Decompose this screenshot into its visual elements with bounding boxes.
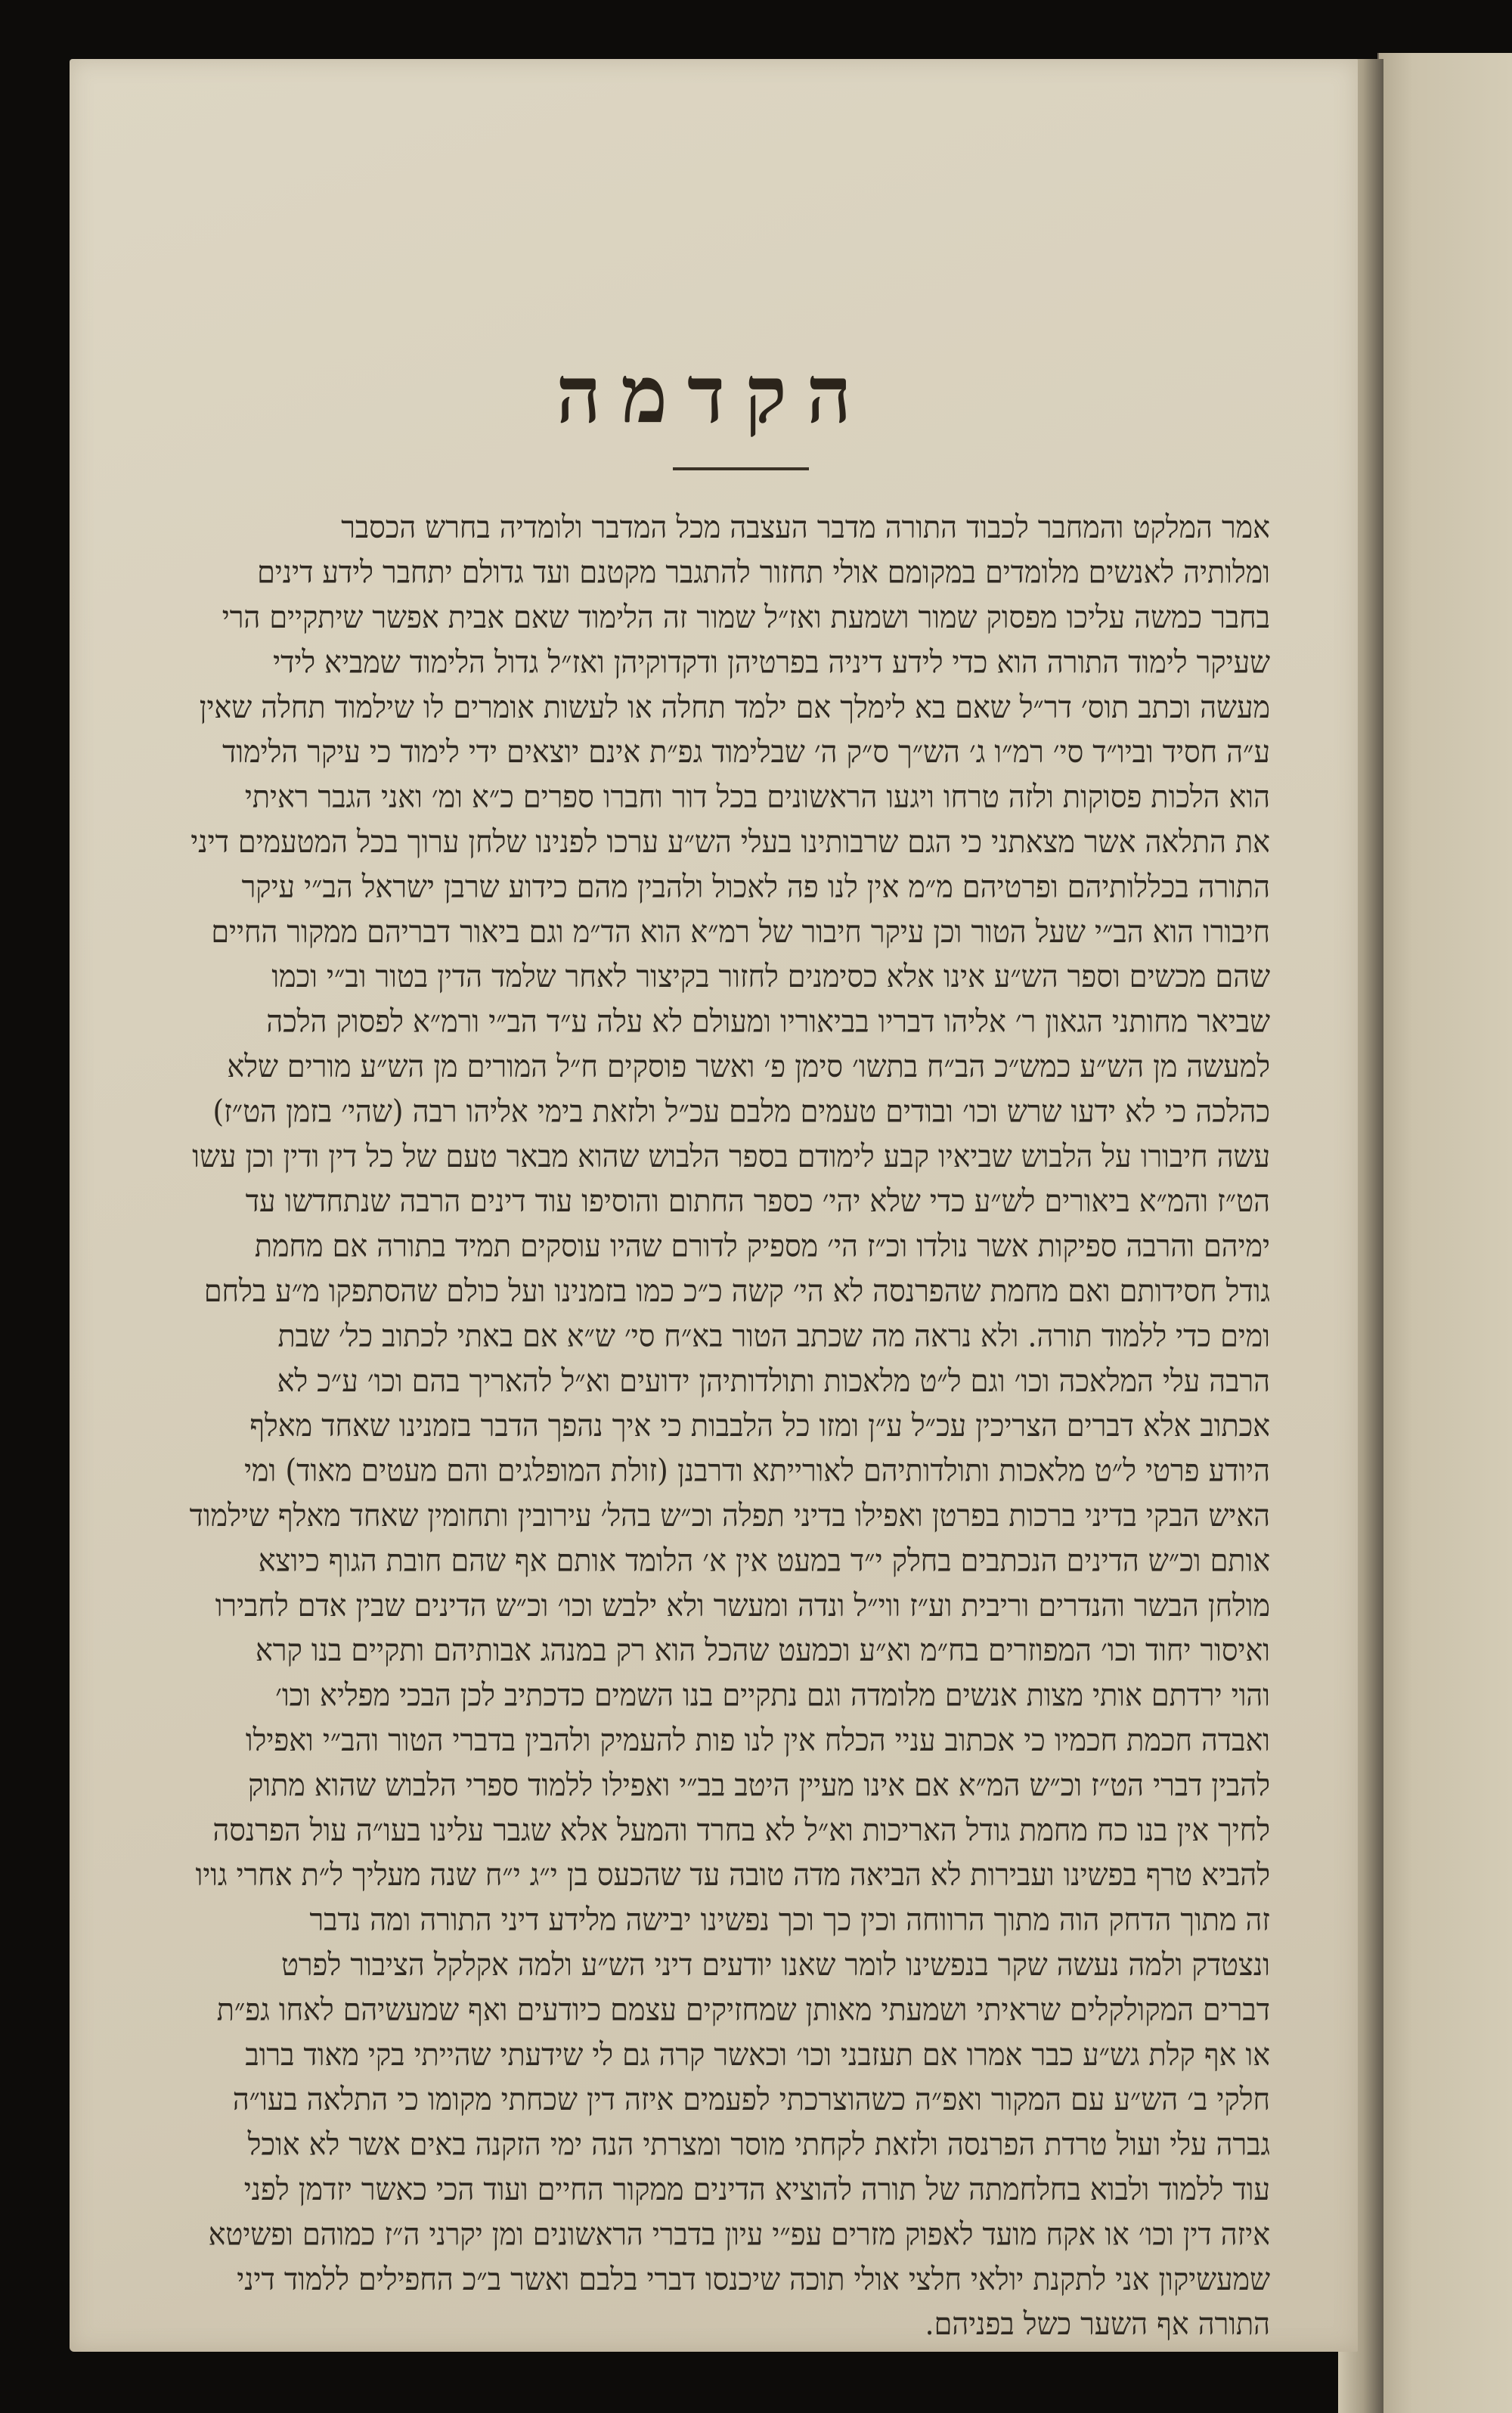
text-line: שביאר מחותני הגאון ר׳ אליהו דבריו בביאוריו ומעולם לא עלה ע״ד הב״י ורמ״א לפסוק הלכה <box>266 1003 1270 1040</box>
text-line: חיבורו הוא הב״י שעל הטור וכן עיקר חיבור של רמ״א הוא הד״מ וגם ביאור דבריהם ממקור החיים <box>211 913 1270 950</box>
text-line: או אף קלת גש״ע כבר אמרו אם תעזבני וכו׳ וכאשר קרה גם לי שידעתי שהייתי בקי מאוד ברוב <box>245 2036 1270 2073</box>
text-line: להבין דברי הט״ז וכ״ש המ״א אם אינו מעיין היטב בב״י ואפילו ללמוד ספרי הלבוש שהוא מתוק <box>248 1766 1270 1804</box>
text-line: אמר המלקט והמחבר לכבוד התורה מדבר העצבה מכל המדבר ולומדיה בחרש הכסבר <box>341 509 1270 545</box>
text-line: ע״ה חסיד וביו״ד סי׳ רמ״ו ג׳ הש״ך ס״ק ה׳ שבלימוד גפ״ת אינם יוצאים ידי לימוד כי עיקר הלימוד <box>222 734 1270 770</box>
text-line: מולחן הבשר והנדרים וריבית וע״ז ווי״ל ונדה ומעשר ולא ילבש וכו׳ וכ״ש הדינים שבין אדם לחבירו <box>215 1587 1270 1624</box>
text-line: הוא הלכות פסוקות ולזה טרחו ויגעו הראשונים בכל דור וחברו ספרים כ״א ומ׳ ואני הגבר ראיתי <box>244 778 1270 815</box>
text-line: למעשה מן הש״ע כמש״כ הב״ח בתשו׳ סימן פ׳ ואשר פוסקים ח״ל המורים מן הש״ע מורים שלא <box>227 1048 1270 1084</box>
facing-page-edge <box>1377 53 1512 2413</box>
text-line: היודע פרטי ל״ט מלאכות ותולדותיהם לאורייתא ודרבנן (זולת המופלגים והם מעטים מאוד) ומי <box>244 1452 1270 1489</box>
text-line: עוד ללמוד ולבוא בחלחמתה של תורה להוציא הדינים ממקור החיים ועוד הכי כאשר יזדמן לפני <box>243 2171 1270 2207</box>
text-line: התורה אף השער כשל בפניהם. <box>925 2306 1270 2342</box>
text-line: זה מתוך הדחק הוה מתוך הרווחה וכין כך וכך נפשינו יבישה מלידע דיני התורה ומה נדבר <box>309 1901 1270 1938</box>
text-line: שמעשיקון אני לתקנת יולאי חלצי אולי תוכה שיכנסו דברי בלבם ואשר ב״כ החפילים ללמוד דיני <box>237 2261 1270 2297</box>
text-line: ואבדה חכמת חכמיו כי אכתוב עניי הכלח אין לנו פות להעמיק ולהבין בדברי הטור והב״י ואפילו <box>245 1722 1270 1758</box>
text-line: להביא טרף בפשינו ועבירות לא הביאה מדה טובה עד שהכעס בן י״ג י״ח שנה מעליך ל״ת אחרי גויו <box>195 1856 1270 1893</box>
text-line: לחיך אין בנו כח מחמת גודל האריכות וא״ל לא בחרד והמעל אלא שגבר עלינו בעו״ה עול הפרנסה <box>212 1812 1270 1848</box>
text-line: ואיסור יחוד וכו׳ המפוזרים בח״מ וא״ע וכמעט שהכל הוא רק במנהג אבותיהם ותקיים בנו קרא <box>255 1632 1270 1668</box>
text-line: גברה עלי ועול טרדת הפרנסה ולזאת לקחתי מוסר ומצרתי הנה ימי הזקנה באים אשר לא אוכל <box>247 2126 1270 2163</box>
text-line: עשה חיבורו על הלבוש שביאיו קבע לימודם בספר הלבוש שהוא מבאר טעם של כל דין ודין וכן עשו <box>192 1138 1270 1174</box>
text-line: חלקי ב׳ הש״ע עם המקור ואפ״ה כשהוצרכתי לפעמים איזה דין שכחתי מקומו כי התלאה בעו״ה <box>232 2081 1270 2117</box>
text-line: האיש הבקי בדיני ברכות בפרטן ואפילו בדיני תפלה וכ״ש בהל׳ עירובין ותחומין שאחד מאלף שילמוד <box>189 1497 1270 1534</box>
text-line: אותם וכ״ש הדינים הנכתבים בחלק י״ד במעט אין א׳ הלומד אותם אף שהם חובת הגוף כיוצא <box>258 1542 1270 1579</box>
title-underline <box>673 467 809 470</box>
text-line: אכתוב אלא דברים הצריכין עכ״ל ע״ן ומזו כל הלבבות כי איך נהפך הדבר בזמנינו שאחד מאלף <box>249 1407 1270 1444</box>
text-line: התורה בכללותיהם ופרטיהם מ״מ אין לנו פה לאכול ולהבין מהם כידוע שרבן ישראל הב״י עיקר <box>241 868 1270 905</box>
text-line: ומים כדי ללמוד תורה. ולא נראה מה שכתב הטור בא״ח סי׳ ש״א אם באתי לכתוב כל׳ שבת <box>277 1317 1270 1354</box>
text-line: ימיהם והרבה ספיקות אשר נולדו וכ״ז הי׳ מספיק לדורם שהיו עוסקים תמיד בתורה אם מחמת <box>254 1227 1270 1264</box>
text-line: דברים המקולקלים שראיתי ושמעתי מאותן שמחזיקים עצמם כיודעים ואף שמעשיהם לאחו גפ״ת <box>216 1991 1270 2028</box>
text-line: שעיקר לימוד התורה הוא כדי לידע דיניה בפרטיהן ודקדוקיהן ואז״ל גדול הלימוד שמביא לידי <box>273 644 1270 681</box>
text-line: ומלותיה לאנשים מלומדים במקומם אולי תחזור להתגבר מקטנם ועד גדולם יתחבר לידע דינים <box>257 554 1270 591</box>
text-line: מעשה וכתב תוס׳ דר״ל שאם בא לימלך אם ילמד תחלה או לעשות אומרים לו שילמוד תחלה שאין <box>199 689 1270 725</box>
text-line: בחבר כמשה עליכו מפסוק שמור ושמעת ואז״ל שמור זה הלימוד שאם אבית אפשר שיתקיים הרי <box>222 599 1270 635</box>
text-line: הרבה עלי המלאכה וכו׳ וגם ל״ט מלאכות ותולדותיהן ידועים וא״ל להאריך בהם וכו׳ ע״כ לא <box>277 1363 1270 1399</box>
text-line: והוי ירדתם אותי מצות אנשים מלומדה וגם נתקיים בנו השמים כדכתיב לכן הבכי מפליא וכו׳ <box>275 1676 1270 1714</box>
text-line: ונצטדק ולמה נעשה שקר בנפשינו לומר שאנו יודעים דיני הש״ע ולמה אקלקל הציבור לפרט <box>280 1946 1270 1983</box>
text-line: איזה דין וכו׳ או אקח מועד לאפוק מזרים עפ״י עיון בדברי הראשונים ומן יקרני ה״ז כמוהם ופשיטא <box>208 2216 1270 2253</box>
text-line: את התלאה אשר מצאתני כי הגם שרבותינו בעלי הש״ע ערכו לפנינו שלחן ערוך בכל המטעמים דיני <box>191 823 1270 860</box>
text-line: הט״ז והמ״א ביאורים לש״ע כדי שלא יהי׳ כספר החתום והוסיפו עוד דינים הרבה שנתחדשו עד <box>245 1183 1270 1219</box>
introduction-body <box>144 505 1270 2346</box>
text-line: שהם מכשים וספר הש״ע אינו אלא כסימנים לחזור בקיצור לאחר שלמד הדין בטור וב״י וכמו <box>271 958 1270 994</box>
page-title: הקדמה <box>556 348 872 441</box>
text-line: כהלכה כי לא ידעו שרש וכו׳ ובודים טעמים מלבם עכ״ל ולזאת בימי אליהו רבה (שהי׳ בזמן הט״ז) <box>212 1093 1270 1130</box>
text-line: גודל חסידותם ואם מחמת שהפרנסה לא הי׳ קשה כ״כ כמו בזמנינו ועל כולם שהסתפקו מ״ע בלחם <box>203 1273 1270 1309</box>
